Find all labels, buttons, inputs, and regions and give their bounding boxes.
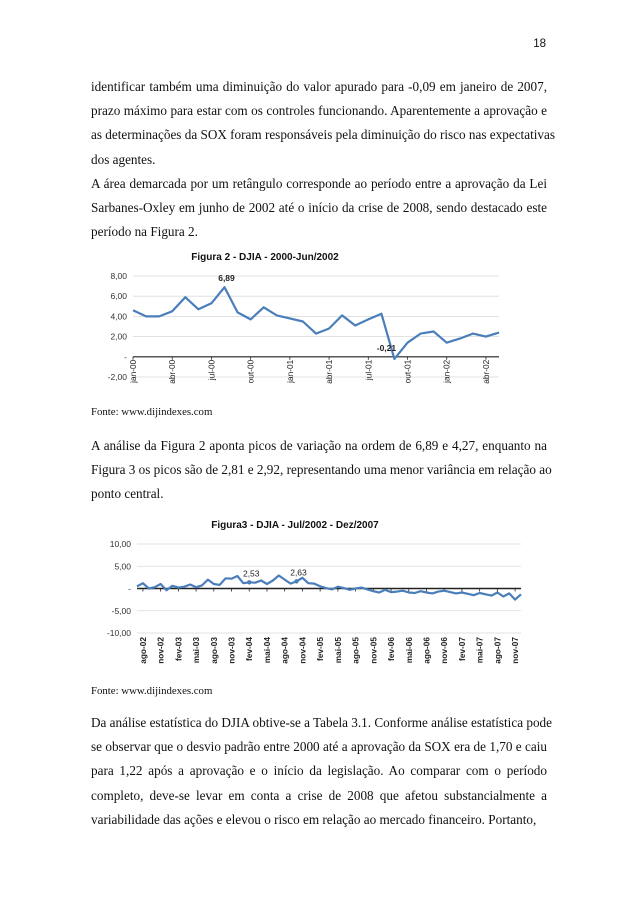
paragraph-line: prazo máximo para estar com os controles funcionando. Aparentemente a aprovação e — [91, 103, 547, 119]
x-tick-label: abr-01 — [324, 359, 335, 384]
x-tick-label: mai-06 — [403, 637, 414, 664]
paragraph — [91, 711, 552, 832]
paragraph — [91, 75, 555, 172]
x-tick-label: nov-07 — [510, 637, 521, 664]
paragraph-line: se observar que o desvio padrão entre 2000 até a aprovação da SOX era de 1,70 e caiu — [91, 739, 547, 755]
paragraph-line: para 1,22 após a aprovação e o início da legislação. Ao comparar com o período — [91, 763, 547, 779]
data-label: 2,63 — [290, 567, 307, 578]
x-tick-label: nov-02 — [155, 637, 166, 664]
paragraph-line: período na Figura 2. — [91, 224, 198, 240]
x-tick-label: jul-00 — [206, 359, 217, 381]
paragraph — [91, 434, 552, 507]
x-tick-label: ago-02 — [137, 637, 148, 664]
paragraph-line: ponto central. — [91, 486, 164, 502]
series-line — [137, 576, 521, 600]
paragraph-line: Da análise estatística do DJIA obtive-se a Tabela 3.1. Conforme análise estatística pode — [91, 715, 552, 730]
paragraph-line: dos agentes. — [91, 151, 156, 167]
x-tick-label: abr-00 — [167, 359, 178, 384]
data-point-marker — [294, 579, 298, 583]
x-tick-label: nov-06 — [439, 637, 450, 664]
paragraph — [91, 172, 547, 245]
paragraph-line: A área demarcada por um retângulo corresponde ao período entre a aprovação da Lei — [91, 176, 547, 191]
x-tick-label: nov-04 — [297, 637, 308, 664]
x-tick-label: mai-07 — [474, 637, 485, 664]
x-tick-label: fev-06 — [386, 637, 397, 661]
figure-2-source: Fonte: www.dijindexes.com — [91, 406, 213, 418]
figure-3-chart — [91, 512, 527, 682]
x-tick-label: nov-03 — [226, 637, 237, 664]
y-tick-label: 6,00 — [110, 291, 127, 302]
x-tick-label: mai-03 — [191, 637, 202, 664]
x-tick-label: jan-02 — [441, 359, 452, 383]
x-tick-label: mai-05 — [332, 637, 343, 664]
paragraph-line: Figura 3 os picos são de 2,81 e 2,92, representando uma menor variância em relação ao — [91, 462, 552, 478]
y-tick-label: 2,00 — [110, 331, 127, 342]
data-label: -0,21 — [376, 342, 397, 353]
x-tick-label: ago-06 — [421, 637, 432, 664]
figure-3-source: Fonte: www.dijindexes.com — [91, 685, 213, 697]
x-tick-label: nov-05 — [368, 637, 379, 664]
y-tick-label: 10,00 — [109, 539, 131, 549]
x-tick-label: ago-04 — [279, 637, 290, 664]
chart-title: Figura3 - DJIA - Jul/2002 - Dez/2007 — [211, 520, 379, 531]
y-tick-label: 5,00 — [114, 561, 131, 572]
page-number: 18 — [533, 38, 546, 50]
data-label: 2,53 — [242, 568, 260, 579]
x-tick-label: ago-07 — [492, 637, 503, 664]
y-tick-label: -5,00 — [111, 605, 131, 616]
x-tick-label: fev-07 — [456, 637, 467, 661]
x-tick-label: jan-01 — [284, 359, 295, 383]
x-tick-label: fev-03 — [173, 637, 184, 661]
paragraph-line: A análise da Figura 2 aponta picos de variação na ordem de 6,89 e 4,27, enquanto na — [91, 438, 547, 453]
x-tick-label: out-00 — [245, 359, 256, 384]
paragraph-line: identificar também uma diminuição do valor apurado para -0,09 em janeiro de 2007, — [91, 79, 547, 94]
y-tick-label: 8,00 — [110, 271, 127, 281]
y-tick-label: -10,00 — [106, 628, 131, 638]
paragraph-line: variabilidade das ações e elevou o risco em relação ao mercado financeiro. Portanto, — [91, 811, 537, 827]
x-tick-label: jan-00 — [128, 359, 138, 383]
y-tick-label: - — [124, 351, 127, 362]
paragraph-line: Sarbanes-Oxley em junho de 2002 até o início da crise de 2008, sendo destacado este — [91, 200, 547, 216]
series-line — [133, 287, 499, 359]
figure-2-svg — [91, 242, 511, 392]
x-tick-label: jul-01 — [363, 359, 374, 381]
x-tick-label: out-01 — [402, 359, 413, 384]
figure-2-chart — [91, 242, 511, 392]
x-tick-label: ago-05 — [350, 637, 361, 664]
chart-title: Figura 2 - DJIA - 2000-Jun/2002 — [191, 252, 339, 263]
x-tick-label: fev-04 — [244, 637, 255, 661]
x-tick-label: ago-03 — [208, 637, 219, 664]
figure-3-svg — [91, 512, 527, 682]
y-tick-label: -2,00 — [107, 372, 127, 382]
data-label: 6,89 — [218, 273, 235, 284]
y-tick-label: - — [128, 583, 131, 594]
x-tick-label: abr-02 — [480, 359, 491, 384]
data-point-marker — [247, 580, 251, 584]
paragraph-line: as determinações da SOX foram responsáveis pela diminuição do risco nas expectativas — [91, 127, 555, 143]
x-tick-label: mai-04 — [261, 637, 272, 664]
y-tick-label: 4,00 — [110, 311, 127, 322]
x-tick-label: fev-05 — [315, 637, 326, 661]
paragraph-line: completo, deve-se levar em conta a crise de 2008 que afetou substancialmente a — [91, 787, 547, 803]
